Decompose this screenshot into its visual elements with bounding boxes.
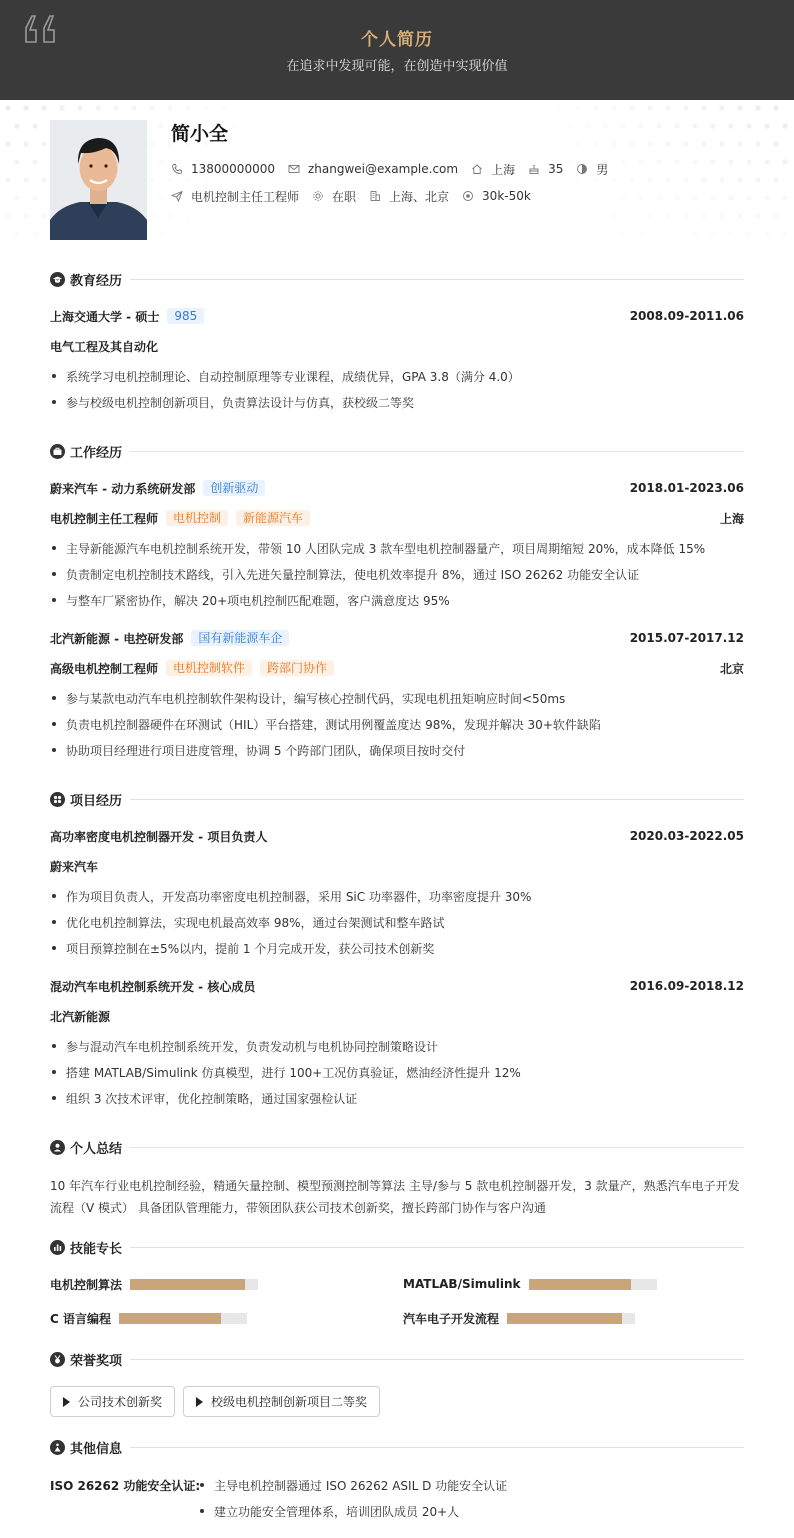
- profile-photo: [50, 120, 147, 240]
- list-item: 参与某款电动汽车电机控制软件架构设计，编写核心控制代码，实现电机扭矩响应时间<50ms: [50, 689, 744, 707]
- education-major-row: [50, 337, 744, 355]
- skill-bar: [130, 1279, 258, 1290]
- skill-item: [403, 1309, 635, 1327]
- send-icon: [171, 190, 183, 202]
- section-divider: [130, 1359, 744, 1360]
- role-tag: 电机控制: [166, 510, 228, 526]
- list-item: 系统学习电机控制理论、自动控制原理等专业课程，成绩优异，GPA 3.8（满分 4.0）: [50, 367, 744, 385]
- skill-name: 电机控制算法: [50, 1277, 123, 1292]
- section-other: [50, 1438, 744, 1456]
- list-item: 组织 3 次技术评审，优化控制策略，通过国家强检认证: [50, 1089, 744, 1107]
- list-item: 优化电机控制算法，实现电机最高效率 98%，通过台架测试和整车路试: [50, 913, 744, 931]
- role-tag: 跨部门协作: [260, 660, 334, 676]
- skill-bar: [507, 1313, 635, 1324]
- work-period: 2018.01-2023.06: [629, 481, 744, 495]
- project-org: 北汽新能源: [50, 1009, 111, 1024]
- position-text: 电机控制主任工程师: [191, 189, 300, 204]
- summary-text: 10 年汽车行业电机控制经验，精通矢量控制、模型预测控制等算法 主导/参与 5 款电机控制器开发，3 款量产，熟悉汽车电子开发流程（V 模式） 具备团队管理能力，带领团队获公司技术创新奖，擅长跨部门协作与客户沟通: [50, 1179, 740, 1215]
- list-item: 建立功能安全管理体系，培训团队成员 20+人: [198, 1502, 744, 1520]
- work-location: 北京: [719, 661, 744, 676]
- age-text: 35: [548, 162, 564, 176]
- work-role-row: [50, 659, 744, 677]
- skill-bar-fill: [507, 1313, 622, 1324]
- section-divider: [130, 1447, 744, 1448]
- list-item: 协助项目经理进行项目进度管理，协调 5 个跨部门团队，确保项目按时交付: [50, 741, 744, 759]
- work-location: 上海: [719, 511, 744, 526]
- award-chip: [50, 1386, 175, 1417]
- project-name: 高功率密度电机控制器开发 - 项目负责人: [50, 829, 268, 844]
- age-item: [528, 162, 563, 176]
- skill-bar-fill: [130, 1279, 245, 1290]
- cake-icon: [528, 163, 540, 175]
- section-title: 技能专长: [70, 1241, 123, 1257]
- skill-name: 汽车电子开发流程: [403, 1311, 500, 1326]
- play-icon: [196, 1397, 203, 1407]
- school-name: 上海交通大学 - 硕士: [50, 309, 160, 324]
- skill-item: [50, 1309, 247, 1327]
- grid-icon: [50, 792, 65, 807]
- project-period: 2020.03-2022.05: [629, 829, 744, 843]
- school-tag: 985: [167, 308, 204, 324]
- target-city-item: [369, 188, 449, 205]
- list-item: 作为项目负责人，开发高功率密度电机控制器，采用 SiC 功率器件，功率密度提升 30%: [50, 887, 744, 905]
- company-tag: 创新驱动: [203, 480, 265, 496]
- skill-name: C 语言编程: [50, 1311, 111, 1326]
- company-tag: 国有新能源车企: [191, 630, 289, 646]
- project-org-row: [50, 857, 744, 875]
- section-divider: [130, 1247, 744, 1248]
- project-org: 蔚来汽车: [50, 859, 99, 874]
- list-item: 与整车厂紧密协作，解决 20+项电机控制匹配难题，客户满意度达 95%: [50, 591, 744, 609]
- job-info-row: [171, 188, 544, 204]
- phone-text: 13800000000: [191, 162, 275, 176]
- skill-name: MATLAB/Simulink: [403, 1277, 521, 1291]
- section-summary: [50, 1138, 744, 1156]
- resume-title: 个人简历: [361, 30, 433, 50]
- section-title: 荣誉奖项: [70, 1353, 123, 1369]
- skill-bar: [119, 1313, 247, 1324]
- briefcase-icon: [50, 444, 65, 459]
- company-name: 北汽新能源 - 电控研发部: [50, 631, 184, 646]
- list-item: 参与混动汽车电机控制系统开发，负责发动机与电机协同控制策略设计: [50, 1037, 744, 1055]
- email-text: zhangwei@example.com: [307, 162, 459, 176]
- list-item: 参与校级电机控制创新项目，负责算法设计与仿真，获校级二等奖: [50, 393, 744, 411]
- phone-icon: [171, 163, 183, 175]
- section-title: 其他信息: [70, 1441, 123, 1457]
- medal-icon: [50, 1352, 65, 1367]
- skill-bar: [529, 1279, 657, 1290]
- project-header-row: [50, 977, 744, 995]
- award-text: 公司技术创新奖: [78, 1395, 163, 1409]
- list-item: 搭建 MATLAB/Simulink 仿真模型，进行 100+工况仿真验证，燃油经济性提升 12%: [50, 1063, 744, 1081]
- salary-text: 30k-50k: [482, 189, 531, 203]
- candidate-name: 简小全: [171, 123, 229, 145]
- award-chip: [183, 1386, 380, 1417]
- gender-icon: [576, 163, 588, 175]
- education-period: 2008.09-2011.06: [629, 309, 744, 323]
- company-name: 蔚来汽车 - 动力系统研发部: [50, 481, 196, 496]
- project-name: 混动汽车电机控制系统开发 - 核心成员: [50, 979, 256, 994]
- status-text: 在职: [332, 189, 357, 204]
- list-item: 项目预算控制在±5%以内，提前 1 个月完成开发，获公司技术创新奖: [50, 939, 744, 957]
- skill-bar-fill: [529, 1279, 631, 1290]
- resume-subtitle: 在追求中发现可能，在创造中实现价值: [286, 59, 508, 74]
- info-icon: [50, 1440, 65, 1455]
- major-name: 电气工程及其自动化: [50, 339, 159, 354]
- play-icon: [63, 1397, 70, 1407]
- project-header-row: [50, 827, 744, 845]
- salary-item: [462, 189, 531, 203]
- section-title: 项目经历: [70, 793, 123, 809]
- list-item: 负责制定电机控制技术路线，引入先进矢量控制算法，使电机效率提升 8%，通过 ISO 26262 功能安全认证: [50, 565, 744, 583]
- section-divider: [130, 279, 744, 280]
- email-item: [288, 162, 458, 176]
- section-projects: [50, 790, 744, 808]
- work-company-row: [50, 479, 744, 497]
- gender-item: [576, 161, 608, 178]
- mail-icon: [288, 163, 300, 175]
- section-title: 工作经历: [70, 445, 123, 461]
- role-tag: 电机控制软件: [166, 660, 252, 676]
- other-label: ISO 26262 功能安全认证:: [50, 1478, 201, 1493]
- education-header-row: [50, 307, 744, 325]
- target-city-text: 上海、北京: [389, 189, 450, 204]
- work-role-row: [50, 509, 744, 527]
- position-item: [171, 188, 299, 205]
- role-name: 电机控制主任工程师: [50, 511, 159, 526]
- award-text: 校级电机控制创新项目二等奖: [211, 1395, 368, 1409]
- phone-item: [171, 162, 275, 176]
- work-company-row: [50, 629, 744, 647]
- bar-chart-icon: [50, 1240, 65, 1255]
- section-education: [50, 270, 744, 288]
- home-icon: [471, 163, 483, 175]
- city-item: [471, 161, 515, 178]
- section-divider: [130, 1147, 744, 1148]
- skill-item: [403, 1275, 657, 1293]
- skill-bar-fill: [119, 1313, 221, 1324]
- section-title: 个人总结: [70, 1141, 123, 1157]
- work-period: 2015.07-2017.12: [629, 631, 744, 645]
- contact-info-row: [171, 161, 621, 177]
- user-icon: [50, 1140, 65, 1155]
- section-skills: [50, 1238, 744, 1256]
- list-item: 主导电机控制器通过 ISO 26262 ASIL D 功能安全认证: [198, 1476, 744, 1494]
- building-icon: [369, 190, 381, 202]
- gender-text: 男: [596, 162, 609, 177]
- section-work: [50, 442, 744, 460]
- section-awards: [50, 1350, 744, 1368]
- resume-header: [0, 0, 794, 100]
- skill-item: [50, 1275, 258, 1293]
- city-text: 上海: [491, 162, 516, 177]
- section-divider: [130, 799, 744, 800]
- list-item: 主导新能源汽车电机控制系统开发，带领 10 人团队完成 3 款车型电机控制器量产，项目周期缩短 20%，成本降低 15%: [50, 539, 744, 557]
- section-title: 教育经历: [70, 273, 123, 289]
- role-tag: 新能源汽车: [236, 510, 310, 526]
- role-name: 高级电机控制工程师: [50, 661, 159, 676]
- status-item: [312, 188, 356, 205]
- graduation-cap-icon: [50, 272, 65, 287]
- coin-icon: [462, 190, 474, 202]
- list-item: 负责电机控制器硬件在环测试（HIL）平台搭建，测试用例覆盖度达 98%，发现并解决 30+软件缺陷: [50, 715, 744, 733]
- project-period: 2016.09-2018.12: [629, 979, 744, 993]
- gear-icon: [312, 190, 324, 202]
- section-divider: [130, 451, 744, 452]
- project-org-row: [50, 1007, 744, 1025]
